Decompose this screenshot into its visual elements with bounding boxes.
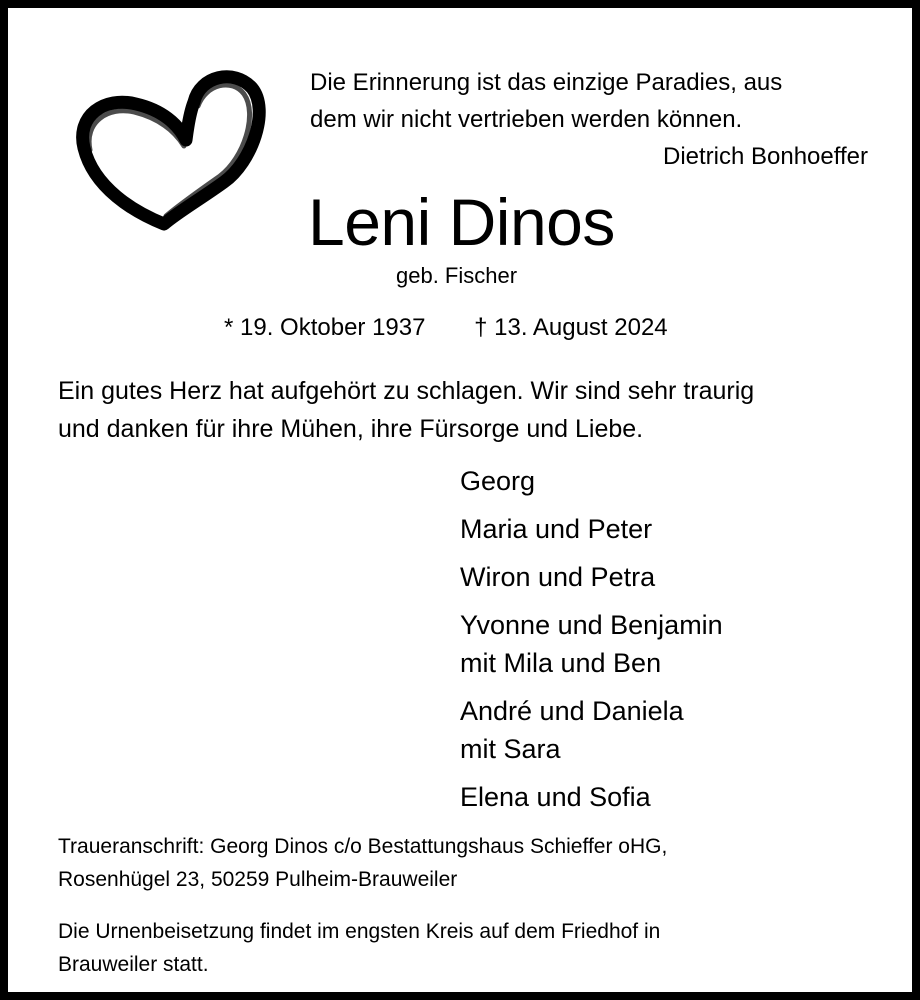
family-entry-line: Wiron und Petra	[460, 562, 656, 592]
address-line: Traueranschrift: Georg Dinos c/o Bestattungshaus Schieffer oHG,	[58, 835, 668, 858]
family-entry-line: André und Daniela	[460, 696, 684, 726]
family-entry-line: Elena und Sofia	[460, 782, 651, 812]
family-entry-line: Yvonne und Benjamin	[460, 610, 723, 640]
family-entry-line: Georg	[460, 466, 536, 496]
family-entry-line: Maria und Peter	[460, 514, 653, 544]
family-entry	[460, 510, 880, 548]
quote-author: Dietrich Bonhoeffer	[662, 143, 868, 170]
quote-line: Die Erinnerung ist das einzige Paradies, aus	[310, 69, 783, 96]
burial-line: Die Urnenbeisetzung findet im engsten Kreis auf dem Friedhof in	[58, 920, 661, 943]
maiden-name: geb. Fischer	[396, 263, 518, 288]
heart-icon	[74, 66, 266, 234]
death-date: † 13. August 2024	[474, 314, 668, 341]
life-dates	[224, 311, 668, 345]
family-entry	[460, 778, 880, 816]
quote	[310, 64, 870, 138]
family-list	[460, 462, 880, 826]
mourning-address	[58, 830, 878, 896]
message-line: und danken für ihre Mühen, ihre Fürsorge und Liebe.	[58, 415, 644, 443]
burial-notice	[58, 915, 878, 981]
family-entry-subline: mit Sara	[460, 734, 561, 764]
deceased-name: Leni Dinos	[308, 185, 615, 259]
family-entry	[460, 462, 880, 500]
mourning-message	[58, 372, 878, 448]
burial-line: Brauweiler statt.	[58, 953, 209, 976]
family-entry	[460, 606, 880, 682]
birth-date: * 19. Oktober 1937	[224, 314, 426, 341]
quote-line: dem wir nicht vertrieben werden können.	[310, 106, 743, 133]
family-entry-subline: mit Mila und Ben	[460, 648, 662, 678]
address-line: Rosenhügel 23, 50259 Pulheim-Brauweiler	[58, 868, 458, 891]
family-entry	[460, 558, 880, 596]
message-line: Ein gutes Herz hat aufgehört zu schlagen. Wir sind sehr traurig	[58, 377, 755, 405]
family-entry	[460, 692, 880, 768]
